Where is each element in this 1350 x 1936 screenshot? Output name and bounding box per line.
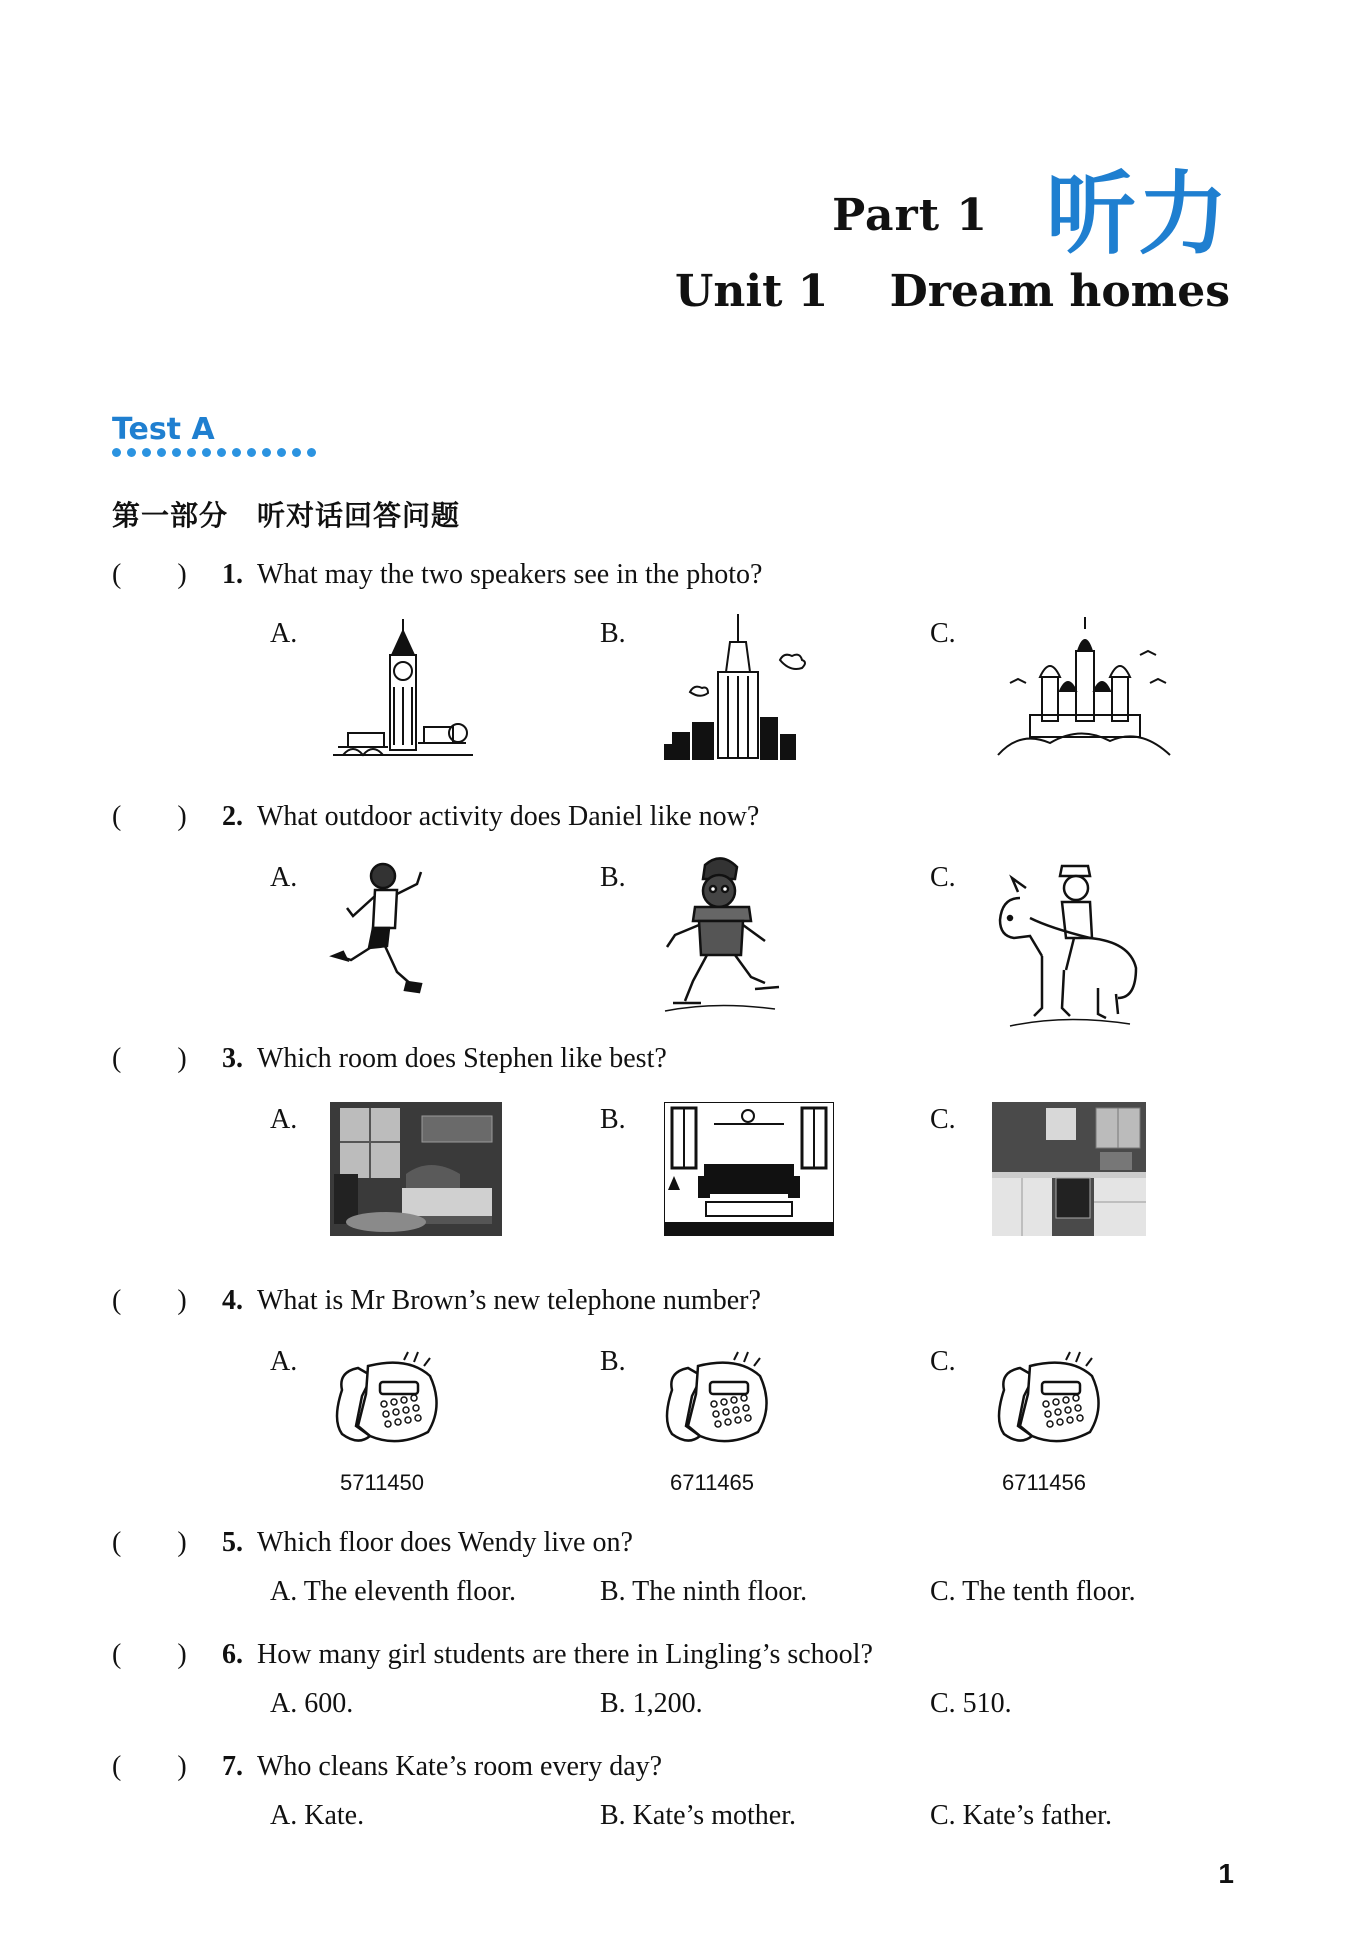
- question-2: [112, 794, 759, 834]
- question-text: What outdoor activity does Daniel like now?: [257, 801, 760, 832]
- question-number: 2.: [222, 801, 243, 832]
- question-number: 3.: [222, 1043, 243, 1074]
- phone-number-b: 6711465: [670, 1470, 755, 1495]
- question-number: 5.: [222, 1527, 243, 1558]
- bedroom-photo-icon: [330, 1102, 502, 1236]
- question-number: 1.: [222, 559, 243, 590]
- telephone-icon: [990, 1350, 1110, 1450]
- question-number: 4.: [222, 1285, 243, 1316]
- running-boy-icon: [325, 858, 435, 998]
- option-letter: C.: [930, 618, 956, 649]
- option-letter: B.: [600, 1104, 626, 1135]
- kitchen-photo-icon: [992, 1102, 1146, 1236]
- option-a: A. Kate.: [270, 1800, 365, 1831]
- skyscraper-city-icon: [660, 612, 820, 767]
- living-room-icon: [664, 1102, 834, 1236]
- option-c: C. The tenth floor.: [930, 1576, 1136, 1607]
- option-a: A. The eleventh floor.: [270, 1576, 516, 1607]
- telephone-icon: [328, 1350, 448, 1450]
- option-letter: A.: [270, 862, 298, 893]
- question-4: [112, 1278, 761, 1318]
- big-ben-icon: [328, 615, 478, 765]
- question-5: [112, 1520, 633, 1560]
- option-a: A. 600.: [270, 1688, 354, 1719]
- option-letter: B.: [600, 862, 626, 893]
- part-label: Part 1: [832, 189, 988, 241]
- question-text: Which floor does Wendy live on?: [257, 1527, 633, 1558]
- option-letter: A.: [270, 1346, 298, 1377]
- answer-blank[interactable]: ( ): [112, 1751, 187, 1782]
- question-text: Who cleans Kate’s room every day?: [257, 1751, 663, 1782]
- telephone-icon: [658, 1350, 778, 1450]
- answer-blank[interactable]: ( ): [112, 1285, 187, 1316]
- option-b: B. 1,200.: [600, 1688, 703, 1719]
- question-text: What may the two speakers see in the photo?: [257, 559, 763, 590]
- option-letter: C.: [930, 1104, 956, 1135]
- test-label: Test A: [112, 412, 215, 447]
- question-text: How many girl students are there in Lingling’s school?: [257, 1639, 873, 1670]
- option-c: C. 510.: [930, 1688, 1012, 1719]
- answer-blank[interactable]: ( ): [112, 559, 187, 590]
- answer-blank[interactable]: ( ): [112, 1043, 187, 1074]
- phone-number-c: 6711456: [1002, 1470, 1087, 1495]
- question-7: [112, 1744, 662, 1784]
- question-1: [112, 552, 762, 592]
- part-chinese-title: 听力: [1046, 162, 1230, 267]
- test-label-dots: [112, 448, 316, 457]
- question-number: 7.: [222, 1751, 243, 1782]
- option-letter: A.: [270, 618, 298, 649]
- option-b: B. Kate’s mother.: [600, 1800, 796, 1831]
- page-number: 1: [1218, 1858, 1234, 1889]
- part-heading: [832, 162, 1230, 267]
- answer-blank[interactable]: ( ): [112, 801, 187, 832]
- ice-skating-boy-icon: [655, 855, 785, 1015]
- question-3: [112, 1036, 667, 1076]
- onion-dome-cathedral-icon: [990, 615, 1180, 765]
- option-letter: B.: [600, 618, 626, 649]
- option-letter: C.: [930, 862, 956, 893]
- answer-blank[interactable]: ( ): [112, 1527, 187, 1558]
- question-text: Which room does Stephen like best?: [257, 1043, 667, 1074]
- unit-title: Unit 1 Dream homes: [675, 266, 1230, 317]
- answer-blank[interactable]: ( ): [112, 1639, 187, 1670]
- question-text: What is Mr Brown’s new telephone number?: [257, 1285, 761, 1316]
- phone-number-a: 5711450: [340, 1470, 425, 1495]
- option-letter: B.: [600, 1346, 626, 1377]
- option-c: C. Kate’s father.: [930, 1800, 1112, 1831]
- horse-riding-boy-icon: [990, 858, 1140, 1028]
- option-letter: A.: [270, 1104, 298, 1135]
- option-letter: C.: [930, 1346, 956, 1377]
- section-title: 第一部分 听对话回答问题: [112, 499, 461, 532]
- question-number: 6.: [222, 1639, 243, 1670]
- question-6: [112, 1632, 873, 1672]
- option-b: B. The ninth floor.: [600, 1576, 808, 1607]
